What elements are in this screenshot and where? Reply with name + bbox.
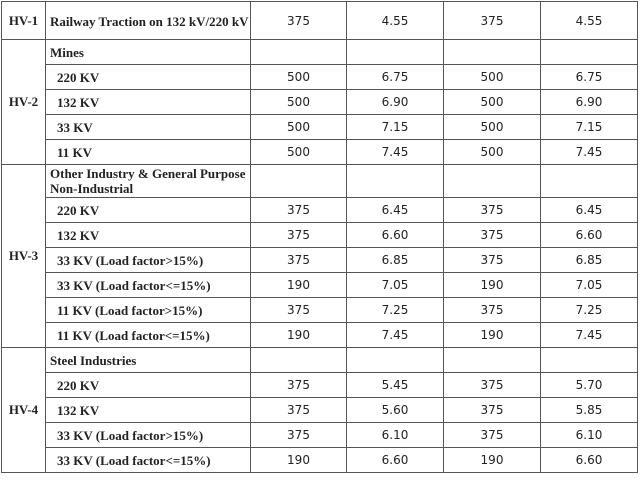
value-cell: 375 [444,2,541,40]
table-row [2,248,638,273]
value-cell: 375 [251,2,347,40]
value-cell: 190 [251,448,347,473]
value-cell: 190 [444,448,541,473]
value-cell: 5.85 [541,398,638,423]
value-cell: 7.25 [541,298,638,323]
empty-cell [347,40,444,65]
value-cell: 6.45 [541,198,638,223]
empty-cell [347,165,444,198]
value-cell: 375 [444,398,541,423]
value-cell: 6.60 [541,223,638,248]
value-cell: 7.45 [541,140,638,165]
category-code: HV-1 [2,2,46,40]
table-row [2,223,638,248]
tariff-table [1,1,638,473]
table-row [2,198,638,223]
value-cell: 6.60 [541,448,638,473]
value-cell: 4.55 [347,2,444,40]
table-row [2,348,638,373]
section-header: Other Industry & General Purpose Non-Industrial [46,165,251,198]
empty-cell [444,348,541,373]
value-cell: 375 [251,198,347,223]
value-cell: 6.85 [347,248,444,273]
value-cell: 500 [251,140,347,165]
table-row [2,140,638,165]
value-cell: 5.70 [541,373,638,398]
category-code: HV-4 [2,348,46,473]
value-cell: 375 [251,373,347,398]
value-cell: 6.10 [541,423,638,448]
table-row [2,273,638,298]
table-row [2,90,638,115]
value-cell: 7.15 [347,115,444,140]
section-header: Mines [46,40,251,65]
value-cell: 375 [251,398,347,423]
table-row [2,2,638,40]
value-cell: 190 [444,273,541,298]
value-cell: 500 [444,140,541,165]
voltage-label: 33 KV (Load factor>15%) [46,248,251,273]
table-row [2,298,638,323]
table-row [2,115,638,140]
value-cell: 375 [251,423,347,448]
value-cell: 500 [251,90,347,115]
value-cell: 500 [251,115,347,140]
voltage-label: 33 KV [46,115,251,140]
voltage-label: 11 KV [46,140,251,165]
category-name: Railway Traction on 132 kV/220 kV [46,2,251,40]
voltage-label: 132 KV [46,398,251,423]
empty-cell [541,348,638,373]
voltage-label: 132 KV [46,90,251,115]
value-cell: 190 [251,273,347,298]
empty-cell [444,165,541,198]
value-cell: 375 [444,223,541,248]
value-cell: 7.05 [541,273,638,298]
value-cell: 5.45 [347,373,444,398]
value-cell: 6.90 [541,90,638,115]
category-code: HV-3 [2,165,46,348]
value-cell: 190 [251,323,347,348]
empty-cell [251,165,347,198]
value-cell: 4.55 [541,2,638,40]
value-cell: 500 [444,90,541,115]
value-cell: 7.45 [347,323,444,348]
value-cell: 5.60 [347,398,444,423]
table-row [2,165,638,198]
value-cell: 375 [251,248,347,273]
value-cell: 375 [251,223,347,248]
value-cell: 7.05 [347,273,444,298]
value-cell: 500 [251,65,347,90]
table-row [2,373,638,398]
empty-cell [444,40,541,65]
value-cell: 6.45 [347,198,444,223]
voltage-label: 33 KV (Load factor>15%) [46,423,251,448]
table-row [2,40,638,65]
value-cell: 6.10 [347,423,444,448]
table-row [2,323,638,348]
empty-cell [347,348,444,373]
value-cell: 375 [251,298,347,323]
voltage-label: 11 KV (Load factor>15%) [46,298,251,323]
table-row [2,398,638,423]
voltage-label: 33 KV (Load factor<=15%) [46,273,251,298]
table-row [2,423,638,448]
value-cell: 7.25 [347,298,444,323]
voltage-label: 11 KV (Load factor<=15%) [46,323,251,348]
table-row [2,448,638,473]
value-cell: 500 [444,115,541,140]
value-cell: 375 [444,373,541,398]
value-cell: 190 [444,323,541,348]
table-row [2,65,638,90]
value-cell: 7.45 [541,323,638,348]
empty-cell [541,165,638,198]
value-cell: 7.45 [347,140,444,165]
value-cell: 500 [444,65,541,90]
value-cell: 375 [444,298,541,323]
value-cell: 375 [444,198,541,223]
voltage-label: 220 KV [46,198,251,223]
value-cell: 6.60 [347,448,444,473]
value-cell: 6.85 [541,248,638,273]
empty-cell [251,348,347,373]
value-cell: 375 [444,423,541,448]
empty-cell [251,40,347,65]
value-cell: 7.15 [541,115,638,140]
voltage-label: 33 KV (Load factor<=15%) [46,448,251,473]
voltage-label: 220 KV [46,373,251,398]
value-cell: 6.60 [347,223,444,248]
section-header: Steel Industries [46,348,251,373]
voltage-label: 220 KV [46,65,251,90]
empty-cell [541,40,638,65]
value-cell: 375 [444,248,541,273]
value-cell: 6.75 [347,65,444,90]
value-cell: 6.75 [541,65,638,90]
voltage-label: 132 KV [46,223,251,248]
category-code: HV-2 [2,40,46,165]
value-cell: 6.90 [347,90,444,115]
